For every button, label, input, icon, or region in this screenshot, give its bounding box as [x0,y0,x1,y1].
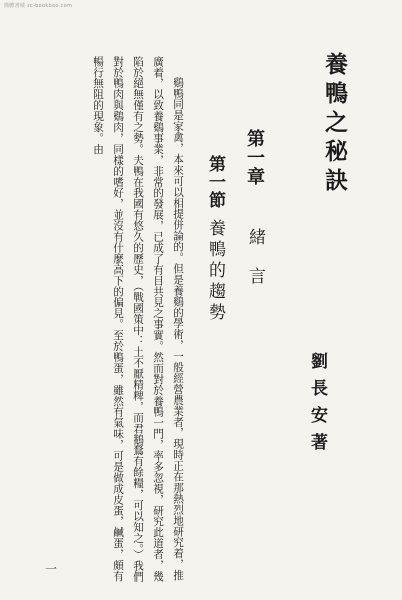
watermark: 簡體書城 zc-bookbao.com [4,3,73,9]
section-number: 第一節 [205,155,225,209]
chapter-title: 緒言 [245,228,265,306]
chapter-number: 第一章 [244,129,265,186]
section-heading [203,155,228,324]
section-title: 養鴨的趨勢 [205,219,225,324]
author-byline: 劉長安著 [307,352,327,460]
body-text [28,56,188,586]
body-paragraph: 鷄鴨同是家禽，本來可以相提併論的。但是養鷄的學術，一般經營農業者，現時正在那熱烈地研究着，推廣着，以致養鷄事業，非常的發展，已成了有目共見之事實。然而對於養鴨一門，率多忽視，研究此道者，幾陷於絕無僅有之勢。夫鴨在我國有悠久的歷史，（戰國策中：土不厭精粺，而君鵝鶩有餘糧，可以知之。）我們對於鴨肉與鷄肉，同樣的嗜好，並沒有什麼高下的偏見。至於鴨蛋，雖然有氣味，可是做成皮蛋，鹹蛋，頗有暢行無阻的現象。由 [92,56,184,582]
page-number: 一 [45,562,58,576]
book-title: 養鴨之秘訣 [321,52,348,197]
